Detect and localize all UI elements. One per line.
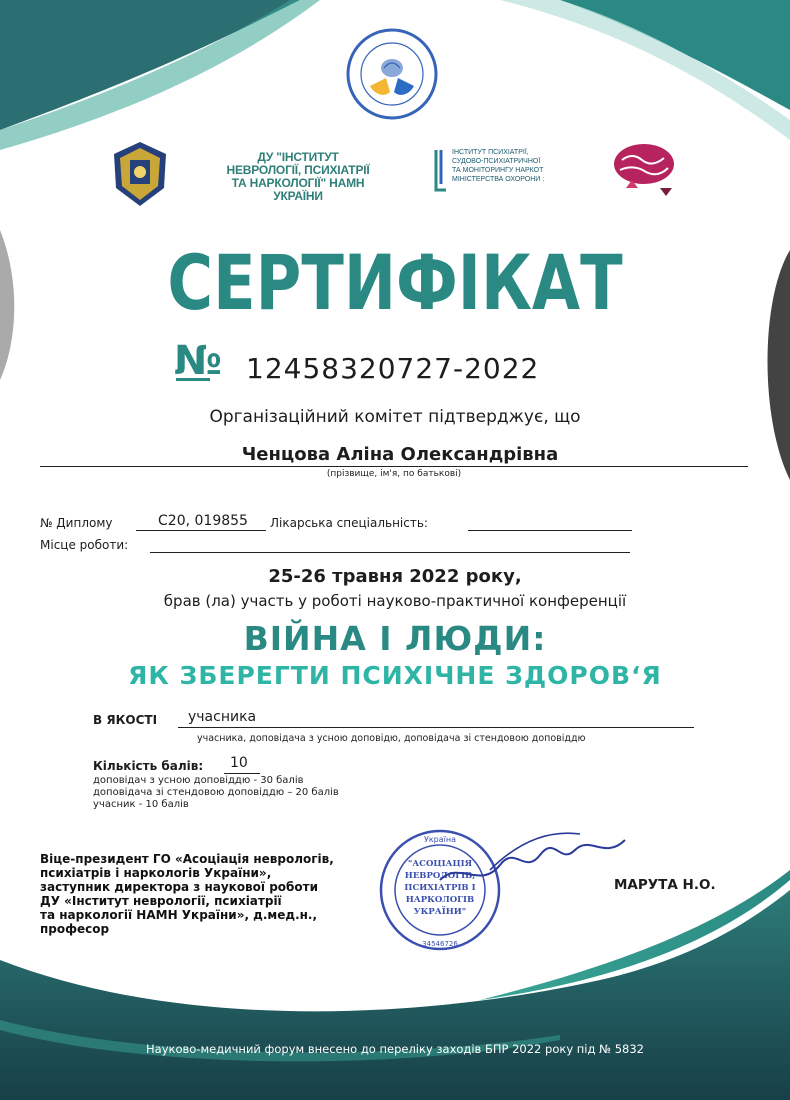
institute-neurology-name: ДУ "ІНСТИТУТ НЕВРОЛОГІЇ, ПСИХІАТРІЇ ТА НАРКОЛОГІЇ" НАМН УКРАЇНИ bbox=[226, 150, 370, 203]
event-subtitle: ЯК ЗБЕРЕГТИ ПСИХІЧНЕ ЗДОРОВ‘Я bbox=[128, 661, 662, 690]
svg-text:"АСОЦІАЦІЯ: "АСОЦІАЦІЯ bbox=[407, 859, 473, 869]
footer-note: Науково-медичний форум внесено до переліку заходів БПР 2022 року під № 5832 bbox=[146, 1042, 644, 1056]
points-label: Кількість балів: bbox=[93, 759, 204, 773]
signatory-line-2: психіатрів і наркологів України», bbox=[40, 866, 272, 880]
signatory-line-6: професор bbox=[40, 922, 110, 936]
signatory-name: МАРУТА Н.О. bbox=[614, 877, 716, 893]
svg-text:УКРАЇНИ": УКРАЇНИ" bbox=[413, 907, 467, 917]
conference-date: 25-26 травня 2022 року, bbox=[268, 566, 522, 587]
workplace-line bbox=[150, 552, 630, 553]
svg-text:Україна: Україна bbox=[423, 835, 457, 844]
institute-psychiatry-logo bbox=[432, 148, 552, 194]
signatory-line-1: Віце-президент ГО «Асоціація неврологів, bbox=[40, 852, 334, 866]
brain-logo bbox=[608, 138, 680, 204]
number-underline bbox=[176, 378, 210, 381]
diploma-label: № Диплому bbox=[40, 516, 113, 530]
svg-text:34546726: 34546726 bbox=[422, 940, 458, 948]
role-value: учасника bbox=[188, 709, 257, 725]
specialty-label: Лікарська спеціальність: bbox=[270, 516, 428, 530]
institute2-line-4: МІНІСТЕРСТВА ОХОРОНИ : bbox=[452, 176, 545, 183]
confirm-text: Організаційний комітет підтверджує, що bbox=[209, 407, 581, 427]
university-crest-logo bbox=[104, 138, 176, 210]
institute2-line-2: СУДОВО-ПСИХІАТРИЧНОЇ bbox=[452, 158, 541, 165]
signatory-line-4: ДУ «Інститут неврології, психіатрії bbox=[40, 894, 282, 908]
points-rule-2: доповідача зі стендовою доповіддю – 20 балів bbox=[93, 787, 339, 798]
name-hint: (прізвище, ім'я, по батькові) bbox=[326, 469, 462, 479]
signatory-line-3: заступник директора з наукової роботи bbox=[40, 880, 319, 894]
name-line bbox=[40, 466, 748, 467]
diploma-value: С20, 019855 bbox=[158, 513, 248, 529]
diploma-line bbox=[136, 530, 266, 531]
certificate-title: СЕРТИФІКАТ bbox=[167, 238, 623, 327]
role-hint: учасника, доповідача з усною доповідю, доповідача зі стендовою доповіддю bbox=[197, 733, 586, 744]
svg-text:НЕВРОЛОГІВ,: НЕВРОЛОГІВ, bbox=[404, 871, 476, 881]
handwritten-signature bbox=[430, 820, 630, 900]
signatory-line-5: та наркології НАМН України», д.мед.н., bbox=[40, 908, 318, 922]
institute2-line-3: ТА МОНІТОРИНГУ НАРКОТ bbox=[452, 167, 544, 174]
specialty-line bbox=[468, 530, 632, 531]
participation-text: брав (ла) участь у роботі науково-практичної конференції bbox=[163, 592, 627, 610]
event-title: ВІЙНА І ЛЮДИ: bbox=[243, 619, 547, 658]
workplace-label: Місце роботи: bbox=[40, 538, 129, 552]
number-sign: № bbox=[174, 338, 223, 384]
points-line bbox=[224, 773, 260, 774]
points-value: 10 bbox=[230, 755, 248, 771]
role-label: В ЯКОСТІ bbox=[93, 713, 158, 727]
role-line bbox=[178, 727, 694, 728]
recipient-name: Ченцова Аліна Олександрівна bbox=[241, 444, 559, 465]
svg-text:НАРКОЛОГІВ: НАРКОЛОГІВ bbox=[405, 895, 475, 905]
institute2-line-1: ІНСТИТУТ ПСИХІАТРІЇ, bbox=[452, 149, 529, 156]
svg-text:ПСИХІАТРІВ І: ПСИХІАТРІВ І bbox=[404, 883, 476, 893]
association-logo bbox=[346, 28, 438, 120]
certificate-number: 12458320727-2022 bbox=[246, 352, 540, 385]
points-rule-1: доповідач з усною доповіддю - 30 балів bbox=[93, 775, 304, 786]
points-rule-3: учасник - 10 балів bbox=[93, 799, 189, 810]
